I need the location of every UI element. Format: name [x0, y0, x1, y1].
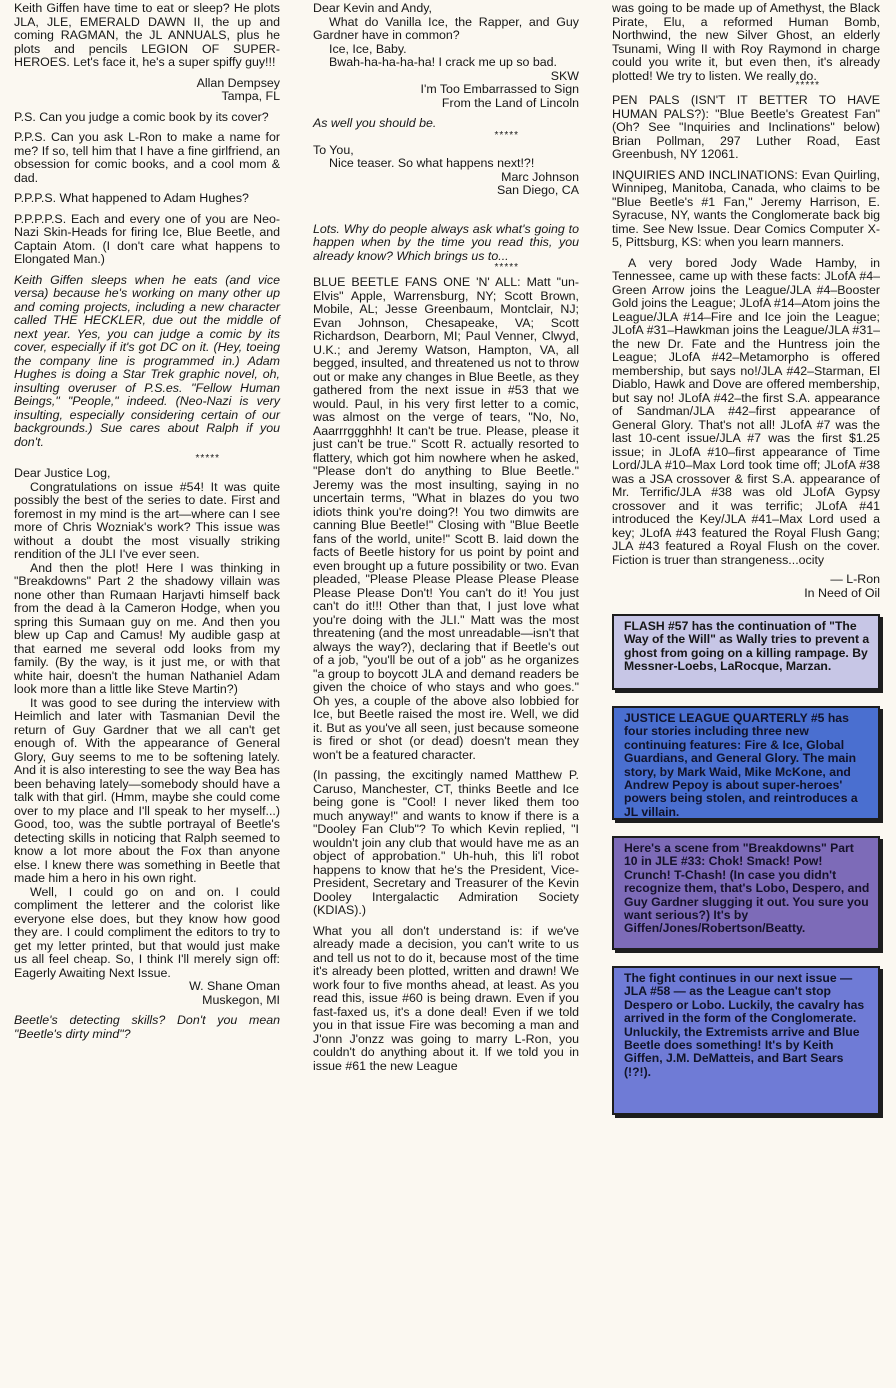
letter-paragraph: A very bored Jody Wade Hamby, in Tennessee, came up with these facts: JLofA #4–Green Arrow joins the League/JLA #4–Booster Gold joins the League; JLofA #14–Atom joins the League/JLA #14–Fire and Ice join the League; JLofA #31–Hawkman joins the League/JLA #31–the new Dr. Fate and the Huntress join the League; JLofA #42–Metamorpho is offered membership, but says no!/JLA #42–Starman, El Diablo, Hawk and Dove are offered membership, but say no! JLofA #42–the first S.A. appearance of Sandman/JLA #42–first appearance of General Glory. That's not all! JLofA #7 was the last 10-cent issue/JLA #7 was the first $1.25 issue; in JLofA #10–first appearance of Time Lord/JLA #10–Max Lord took time off; JLofA #38 was a JSA crossover & first S.A. appearance of Mr. Terrific/JLA #38 was old JLofA Gypsy crossover and it was terrific; JLofA #41 introduced the Key/JLA #41–Max Lord used a key; JLofA #43 featured the Royal Flush Gang; JLA #43 featured a Royal Flush on the cover. Fiction is truer than strangeness...ocity — [612, 255, 880, 567]
signature-place: In Need of Oil — [804, 585, 880, 600]
letter-paragraph: Ice, Ice, Baby. — [329, 41, 407, 56]
promo-box-jle — [612, 836, 880, 950]
signature-name: — L-Ron — [830, 572, 880, 586]
section-divider-stars: ***** — [795, 80, 820, 91]
postscript: P.S. Can you judge a comic book by its cover? — [14, 109, 269, 124]
inquiries-inclinations: INQUIRIES AND INCLINATIONS: Evan Quirling, Winnipeg, Manitoba, Canada, who claims to be "Blue Beetle's #1 Fan," Jeremy Harrison, E. Syracuse, NY, wants the Conglomerate back big time. See New Issue. Dear Comics Computer X-5, Pittsburg, KS: when you learn manners. — [612, 167, 880, 249]
editor-reply: Beetle's detecting skills? Don't you mean "Beetle's dirty mind"? — [14, 1013, 280, 1041]
letter-paragraph: And then the plot! Here I was thinking in "Breakdowns" Part 2 the shadowy villain was none other than Rumaan Harjavti himself back from the dead à la Cameron Hodge, when you spring this Sumaan guy on me. And then you blew up Cap and Camus! My audible gasp at that earned me several odd looks from my family. (By the way, is it just me, or with that white hair, doesn't the human Nathaniel Adam look more than a little like Steve Martin?) — [14, 560, 280, 696]
promo-text: Here's a scene from "Breakdowns" Part 10 in JLE #33: Chok! Smack! Pow! Crunch! T-Chash! (In case you didn't recognize them, that's Lobo, Despero, and Guy Gardner slugging it out. You sure you want serious?) It's by Giffen/Jones/Robertson/Beatty. — [624, 841, 870, 936]
promo-text: The fight continues in our next issue — JLA #58 — as the League can't stop Despero or Lobo. Luckily, the cavalry has arrived in the form of the Conglomerate. Unluckily, the Extremists arrive and Blue Beetle does something! It's by Keith Giffen, J.M. DeMatteis, and Bart Sears (!?!). — [624, 971, 865, 1079]
letters-column-2 — [313, 2, 579, 1080]
promo-box-next-issue — [612, 966, 880, 1115]
postscript: P.P.P.P.S. Each and every one of you are Neo-Nazi Skin-Heads for firing Ice, Blue Beetle, and Captain Atom. (I don't care what happens to Elongated Man.) — [14, 211, 280, 266]
editor-reply: As well you should be. — [313, 116, 437, 130]
letter-signature — [14, 980, 280, 1007]
letter-paragraph: Well, I could go on and on. I could compliment the letterer and the colorist like everyone else does, but they know how good they are. I could compliment the editors to try to get my letter printed, but that would just make us all feel cheap. So, I think I'll merely sign off: Eagerly Awaiting Next Issue. — [14, 884, 280, 980]
letter-continued: was going to be made up of Amethyst, the Black Pirate, Elu, a reformed Human Bomb, Northwind, the new Silver Ghost, an elderly Tsunami, Wing II with Roy Raymond in charge could you write it, but even then, it's already plotted! We try to listen. We really do. — [612, 1, 880, 83]
letter-greeting: Dear Justice Log, — [14, 466, 111, 480]
letter-paragraph: It was good to see during the interview with Heimlich and later with Tasmanian Devil the return of Guy Gardner that we all can't get enough of. With the appearance of General Glory, Guy seems to me to be softening lately. And it is also interesting to see the way Bea has been behaving lately—somebody should have a talk with that girl. (Hmm, maybe she could come over to my place and I'll speak to her myself...) Good, too, was the subtle portrayal of Beetle's detecting skills in noticing that Ralph seemed to know a lot more about the Fox than anyone else. I knew there was something in Beetle that made him a hero in his own right. — [14, 695, 280, 885]
promo-text: FLASH #57 has the continuation of "The Way of the Will" as Wally tries to prevent a ghost from going on a killing rampage. By Messner-Loebs, LaRocque, Marzan. — [624, 619, 870, 674]
letters-column-1 — [14, 2, 280, 1048]
section-divider-stars: ***** — [494, 262, 519, 273]
passing-note: (In passing, the excitingly named Matthew P. Caruso, Manchester, CT, thinks Beetle and Ice being gone is "Cool! I never liked them too much anyway!" and wants to know if there is a "Dooley Fan Club"? To which Kevin replied, "I wouldn't join any club that would have me as an object of approbation." Uh-huh, this li'l robot happens to know that he's the President, Vice-President, Secretary and Treasurer of the Kevin Dooley Intergalactic Admiration Society (KDIAS).) — [313, 768, 579, 917]
letter-signature — [14, 77, 280, 104]
fans-roundup: BLUE BEETLE FANS ONE 'N' ALL: Matt "un-Elvis" Apple, Warrensburg, NY; Scott Brown, Mobile, AL; Jesse Greenbaum, Montclair, NJ; Evan Johnson, Chesapeake, VA; Scott Richardson, Dearborn, MI; Paul Venner, Clwyd, U.K.; and Jeremy Watson, Hampton, VA, all begged, insulted, and threatened us not to throw out or make any changes in Blue Beetle, as they gathered from the next issue in #53 that we would. Paul, in his very first letter to a comic, was almost on the verge of tears, "No, No, Aaarrrggghhh! It can't be true. Please, please it just can't be true." Scott R. actually resorted to flattery, which got him nowhere when he asked, "Please don't do anything to Blue Beetle." Jeremy was the most insulting, saying in no uncertain terms, "What in blazes do you two idiots think you're doing?! You two dimwits are canning Blue Beetle!" Closing with "Blue Beetle fans of the world, unite!" Scott B. laid down the facts of Beetle history for us point by point and even brought up a future possibility or two. Evan pleaded, "Please Please Please Please Please Please Please Don't! You can't do it! You just can't do it!!! Other than that, I just love what you're doing with the JLI." Matt was the most threatening (and the most unreadable—isn't that always the way?), declaring that if Beetle's out of a job, "you'll be out of a job" as he organizes "a group to boycott JLA and demand readers be given the choice of who stays and who goes." Oh yes, a couple of the above also lobbied for Ice, but Beetle raised the most ire. Well, we did it. But as you've all seen, just because someone is fired or shot (or dead) doesn't mean they won't be a featured character. — [313, 275, 579, 762]
promo-text: JUSTICE LEAGUE QUARTERLY #5 has four stories including three new continuing features: Fire & Ice, Global Guardians, and General Glory. The main story, by Mark Waid, Mike McKone, and Andrew Pepoy is about super-heroes' powers being stolen, and reintroduces a JL villain. — [624, 711, 858, 819]
signature-place: San Diego, CA — [497, 183, 579, 197]
letter-signature — [313, 70, 579, 111]
promo-box-jlq — [612, 706, 880, 820]
signature-name: W. Shane Oman — [189, 979, 280, 993]
section-divider-stars: ***** — [494, 129, 519, 141]
letter-greeting: Dear Kevin and Andy, — [313, 1, 432, 15]
letter-paragraph: Nice teaser. So what happens next!?! — [329, 156, 535, 170]
letter-greeting: To You, — [313, 142, 354, 157]
signature-name: Allan Dempsey — [196, 75, 280, 90]
signature-line: From the Land of Lincoln — [441, 95, 579, 110]
postscript: P.P.P.S. What happened to Adam Hughes? — [14, 191, 249, 205]
letter-paragraph: Congratulations on issue #54! It was quite possibly the best of the series to date. First and foremost in my mind is the art—where can I see more of Chris Wozniak's work? This issue was without a doubt the most visually striking rendition of the JLI I've ever seen. — [14, 479, 280, 561]
section-divider-stars: ***** — [195, 453, 220, 464]
signature-name: Marc Johnson — [501, 169, 579, 184]
signature-place: Muskegon, MI — [202, 992, 280, 1007]
letter-paragraph: What do Vanilla Ice, the Rapper, and Guy Gardner have in common? — [313, 14, 579, 42]
editor-reply: Keith Giffen sleeps when he eats (and vice versa) because he's working on many other up and coming projects, including a new character called THE HECKLER, due out the middle of next year. Yes, you can judge a comic by its cover, especially if it's got DC on it. (Hey, toeing the company line is programmed in.) Adam Hughes is doing a Star Trek graphic novel, oh, insulting overuser of P.S.es. "Fellow Human Beings," "People," indeed. (Neo-Nazi is very insulting, especially considering certain of our backgrounds.) Sue cares about Ralph if you don't. — [14, 272, 280, 449]
signature-name: SKW — [550, 68, 579, 83]
signature-place: Tampa, FL — [221, 89, 280, 103]
letter-signature — [612, 573, 880, 600]
editor-reply: Lots. Why do people always ask what's going to happen when by the time you read this, you already know? Which brings us to... — [313, 221, 579, 263]
letter-signature — [313, 171, 579, 198]
letter-intro-text: Keith Giffen have time to eat or sleep? He plots JLA, JLE, EMERALD DAWN II, the up and coming RAGMAN, the JL ANNUALS, plus he plots and pencils LEGION OF SUPER-HEROES. Let's face it, he's a super spiffy guy!!! — [14, 1, 280, 69]
promo-box-flash — [612, 614, 880, 690]
letters-column-3 — [612, 2, 880, 1131]
pen-pals: PEN PALS (ISN'T IT BETTER TO HAVE HUMAN PALS?): "Blue Beetle's Greatest Fan" (Oh? See "Inquiries and Inclinations" below) Brian Pollman, 297 Luther Road, East Greenbush, NY 12061. — [612, 93, 880, 161]
postscript: P.P.S. Can you ask L-Ron to make a name for me? If so, tell him that I have a fine girlfriend, an obsession for comic books, and a cool mom & dad. — [14, 130, 280, 185]
signature-line: I'm Too Embarrassed to Sign — [420, 82, 579, 96]
letter-paragraph: Bwah-ha-ha-ha-ha! I crack me up so bad. — [329, 55, 557, 69]
editor-closing: What you all don't understand is: if we've already made a decision, you can't write to us and tell us not to do it, because most of the time it's already been plotted, written and drawn! We work four to five months ahead, at least. As you read this, issue #60 is being drawn. Even if you fast-faxed us, it's a done deal! Even if we told you in that issue Fire was becoming a man and J'onn J'onzz was going to marry L-Ron, you couldn't do anything about it. If we told you in issue #61 the new League — [313, 923, 579, 1073]
